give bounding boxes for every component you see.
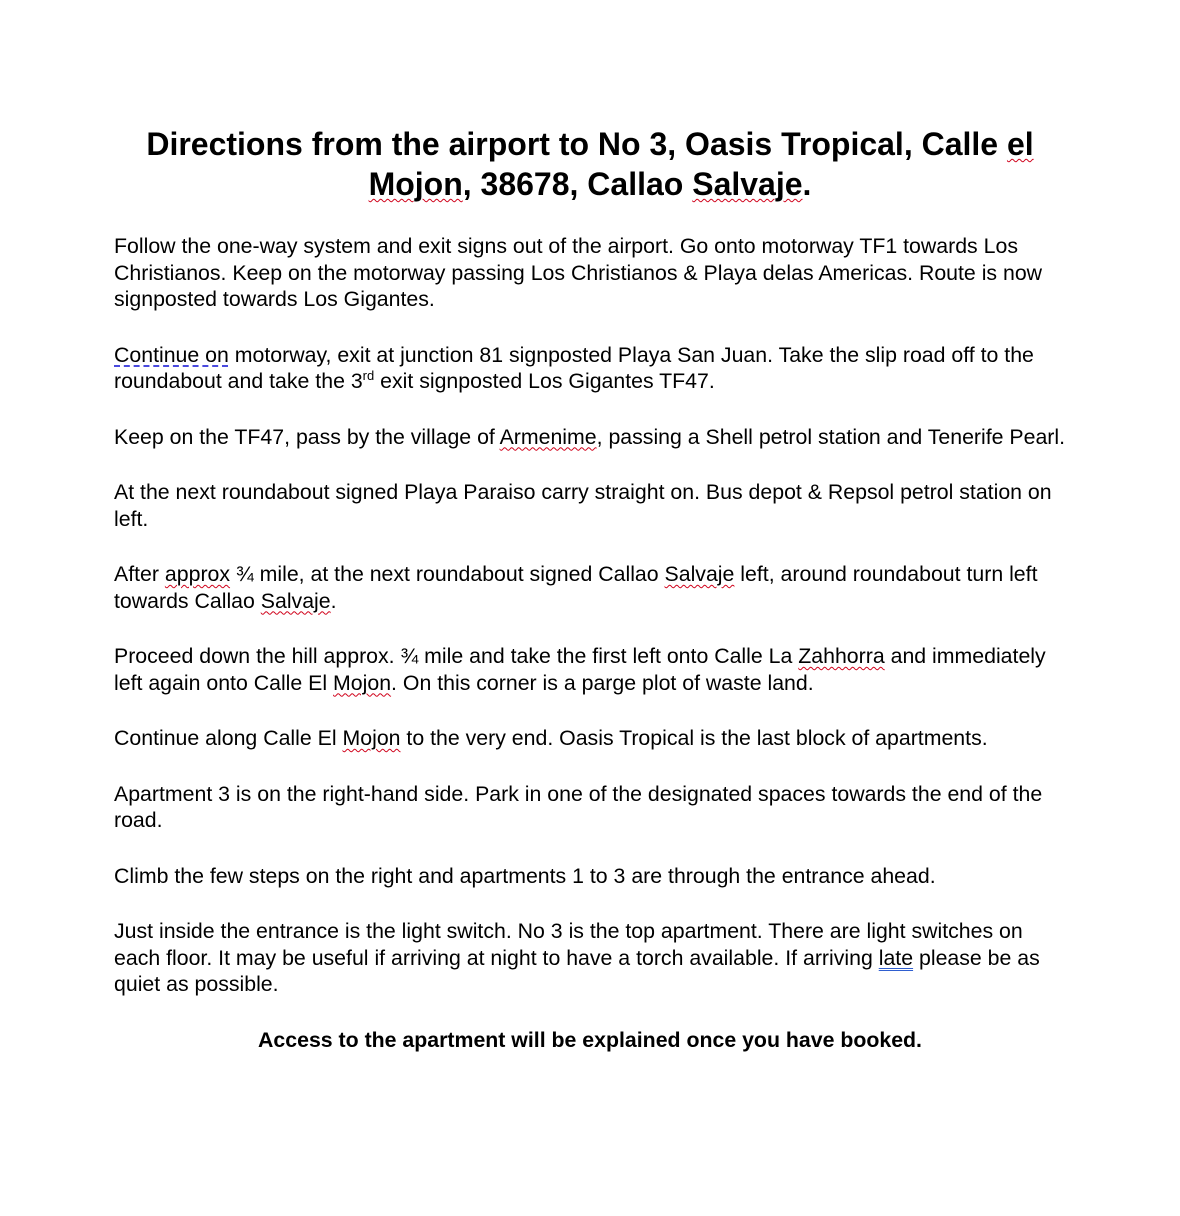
ordinal-suffix: rd: [362, 367, 375, 383]
spelling-flag-zahhorra: Zahhorra: [798, 644, 885, 668]
title-text: .: [802, 166, 812, 202]
spelling-flag-salvaje: Salvaje: [664, 562, 735, 586]
paragraph-text: . On this corner is a parge plot of waste land.: [391, 670, 814, 695]
paragraph-text: left, around roundabout turn left towards Callao: [114, 562, 1038, 613]
paragraph-1: Follow the one-way system and exit signs out of the airport. Go onto motorway TF1 towards Los Christianos. Keep on the motorway passing Los Christianos & Playa delas Americas. Route is now signposted towards Los Gigantes.: [114, 234, 1043, 311]
grammar-flag-continue-on: Continue on: [114, 342, 229, 367]
style-flag-late: late: [878, 945, 914, 970]
paragraph-text: After: [114, 562, 165, 586]
paragraph-2: [114, 342, 1066, 395]
spelling-flag-el: el: [1006, 126, 1034, 162]
spelling-flag-salvaje: Salvaje: [260, 588, 331, 613]
title-text: Directions from the airport to No 3, Oasis Tropical, Calle: [146, 126, 1007, 162]
paragraph-text: .: [330, 588, 337, 613]
paragraph-text: exit signposted Los Gigantes TF47.: [374, 369, 715, 393]
paragraph-8: Apartment 3 is on the right-hand side. Park in one of the designated spaces towards the end of the road.: [114, 781, 1043, 832]
paragraph-text: Continue along Calle El: [114, 726, 343, 750]
spelling-flag-mojon: Mojon: [333, 670, 392, 695]
spelling-flag-mojon: Mojon: [342, 726, 401, 750]
paragraph-5: [114, 561, 1066, 614]
spelling-flag-mojon: Mojon: [368, 166, 463, 202]
paragraph-text: Just inside the entrance is the light switch. No 3 is the top apartment. There are light switches on each floor. It may be useful if arriving at night to have a torch available. If arriving: [114, 919, 1023, 970]
paragraph-text: Keep on the TF47, pass by the village of: [114, 424, 500, 449]
spelling-flag-armenime: Armenime: [499, 424, 597, 449]
document-page: [114, 124, 1066, 1053]
paragraph-text: to the very end. Oasis Tropical is the last block of apartments.: [400, 726, 988, 750]
paragraph-text: motorway, exit at junction 81 signposted Playa San Juan. Take the slip road off to the roundabout and take the 3: [114, 342, 1034, 393]
paragraph-text: , passing a Shell petrol station and Tenerife Pearl.: [596, 424, 1066, 449]
spelling-flag-salvaje: Salvaje: [692, 166, 803, 202]
paragraph-10: [114, 918, 1066, 998]
title-text: , 38678, Callao: [462, 166, 693, 202]
closing-note: Access to the apartment will be explained once you have booked.: [258, 1027, 922, 1052]
paragraph-text: and immediately left again onto Calle El: [114, 644, 1046, 695]
paragraph-3: [114, 424, 1066, 451]
spelling-flag-approx: approx: [164, 562, 231, 586]
paragraph-text: Proceed down the hill approx. ¾ mile and take the first left onto Calle La: [114, 644, 799, 668]
paragraph-text: ¾ mile, at the next roundabout signed Callao: [230, 562, 665, 586]
paragraph-9: Climb the few steps on the right and apartments 1 to 3 are through the entrance ahead.: [114, 863, 936, 888]
paragraph-text: please be as quiet as possible.: [114, 945, 1040, 996]
paragraph-7: [114, 725, 1066, 752]
paragraph-4: At the next roundabout signed Playa Paraiso carry straight on. Bus depot & Repsol petrol station on left.: [114, 480, 1052, 531]
paragraph-6: [114, 643, 1066, 696]
document-title: [114, 124, 1066, 204]
